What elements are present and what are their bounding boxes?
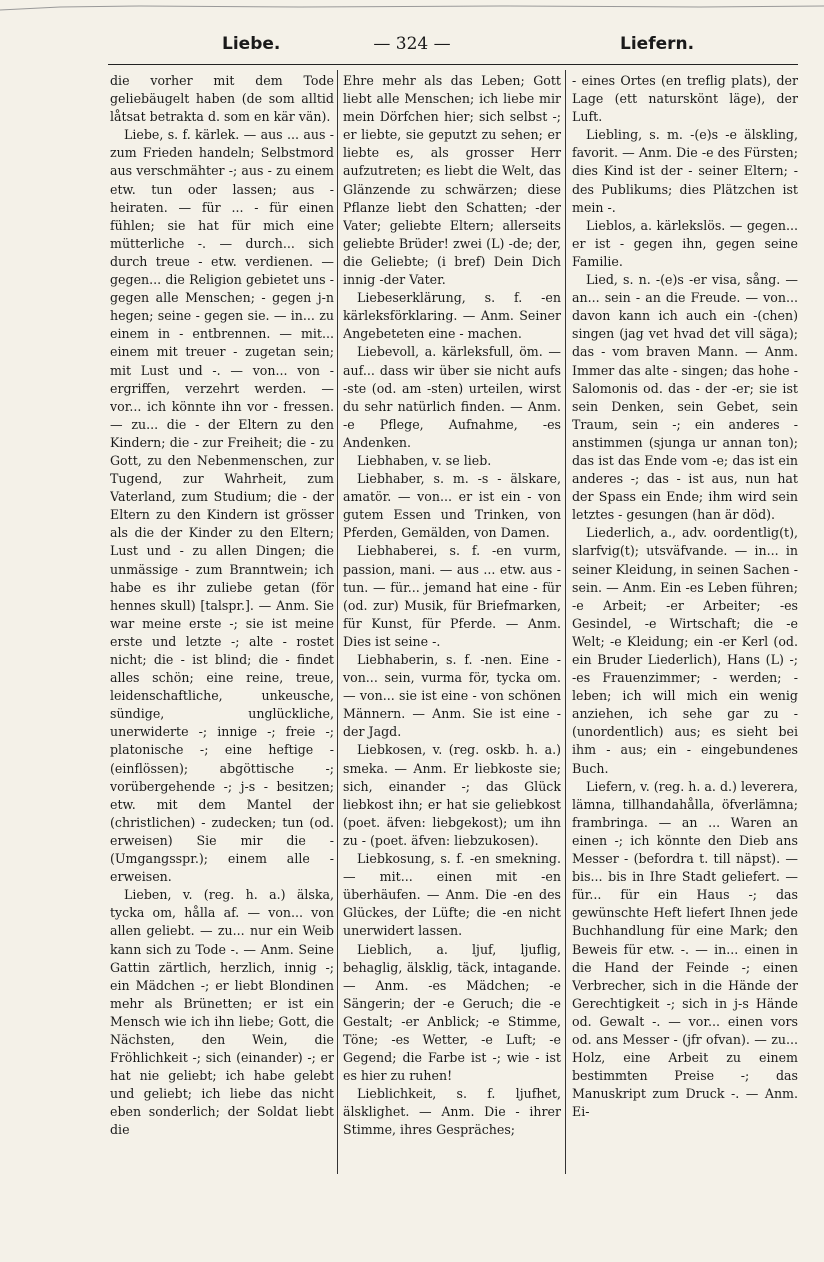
entry-liebhaben: Liebhaben, v. se lieb. bbox=[357, 452, 492, 468]
entry-liefern: Liefern, v. (reg. h. a. d.) leverera, lämna, tillhandahålla, öfverlämna; frambringa. — an ... Waren an einen -; ich könnte den Dieb ans Messer - (befordra t. till näpst). — bis... bis in Ihre Stadt geliefert. — für... für ein Haus -; das gewünschte Heft liefert Ihnen jede Buchhandlung für eine Mark; den Beweis für etw. -. — in... einen in die Hand der Feinde -; einen Verbrecher, sich in die Hände der Gerechtigkeit -; sich in j-s Hände od. Gewalt -. — vor... einen vors od. ans Messer - (jfr ofvan). — zu... Holz, eine Arbeit zu einem bestimmten Preise -; das Manuskript zum Druck -. — Anm. Ei- bbox=[572, 778, 798, 1120]
scan-edge-line bbox=[0, 2, 824, 12]
entry-liebe: Liebe, s. f. kärlek. — aus ... aus - zum Frieden handeln; Selbstmord aus verschmähter -; aus - zu einem etw. tun oder lassen; aus - heiraten. — für ... - für einen fühlen; sie hat für mich eine mütterliche -. — durch... sich durch treue - etw. verdienen. — gegen... die Religion gebietet uns - gegen alle Menschen; - gegen j-n hegen; seine - gegen sie. — in... zu einem in - entbrennen. — mit... einem mit treuer - zugetan sein; mit Lust und -. — von... von - ergriffen, verzehrt werden. — vor... ich könnte ihn vor - fressen. — zu... die - der Eltern zu den Kindern; die - zur Freiheit; die - zu Gott, zu den Nebenmenschen, zur Tugend, zur Wahrheit, zum Vaterland, zum Studium; die - der Eltern zu den Kindern ist grösser als die der Kinder zu den Eltern; Lust und - zu allen Dingen; die unmässige - zum Branntwein; ich habe es ihr zuliebe getan (för hennes skull) [talspr.]. — Anm. Sie war meine erste -; sie ist meine erste und letzte -; alte - rostet nicht; die - ist blind; die - findet alles schön; eine reine, treue, leidenschaftliche, unkeusche, sündige, unglückliche, unerwiderte -; innige -; freie -; platonische -; eine heftige - (einflössen); abgöttische -; vorübergehende -; j-s - besitzen; etw. mit dem Mantel der (christlichen) - zudecken; tun (od. erweisen) Sie mir die - (Umgangsspr.); einem alle - erweisen. bbox=[110, 127, 334, 885]
entry-liebkosen: Liebkosen, v. (reg. oskb. h. a.) smeka. — Anm. Er liebkoste sie; sich, einander -; das Glück liebkost ihn; er hat sie geliebkost (poet. äfven: liebgekost); um ihn zu - (poet. äfven: liebzukosen). bbox=[343, 742, 561, 848]
entry-lieblich: Lieblich, a. ljuf, ljuflig, behaglig, älsklig, täck, intagande. — Anm. -es Mädchen; -e Sängerin; der -e Geruch; die -e Gestalt; -er Anblick; -e Stimme, Töne; -es Wetter, -e Luft; -e Gegend; die Farbe ist -; wie - ist es hier zu ruhen! bbox=[343, 941, 561, 1084]
entry-continuation: - eines Ortes (en treflig plats), der Lage (ett naturskönt läge), der Luft. bbox=[572, 73, 798, 125]
entry-liebeserklaerung: Liebeserklärung, s. f. -en kärleksförklaring. — Anm. Seiner Angebeteten eine - machen. bbox=[343, 290, 561, 342]
entry-liebhaberei: Liebhaberei, s. f. -en vurm, passion, mani. — aus ... etw. aus - tun. — für... jemand hat eine - für (od. zur) Musik, für Briefmarken, für Kunst, für Pferde. — Anm. Dies ist seine -. bbox=[343, 543, 561, 649]
running-head-right: Liefern. bbox=[620, 34, 695, 54]
header-rule bbox=[108, 64, 798, 65]
entry-continuation: die vorher mit dem Tode geliebäugelt haben (de som alltid låtsat betrakta d. som en kär vän). bbox=[110, 73, 334, 125]
text-column-2 bbox=[343, 72, 561, 1174]
entry-lieblichkeit: Lieblichkeit, s. f. ljufhet, älsklighet. — Anm. Die - ihrer Stimme, ihres Gespräches; bbox=[343, 1086, 561, 1138]
entry-lieblos: Lieblos, a. kärlekslös. — gegen... er ist - gegen ihn, gegen seine Familie. bbox=[572, 217, 798, 269]
entry-liederlich: Liederlich, a., adv. oordentlig(t), slarfvig(t); utsväfvande. — in... in seiner Kleidung, in seinen Sachen - sein. — Anm. Ein -es Leben führen; -e Arbeit; -er Arbeiter; -es Gesindel, -e Wirtschaft; die -e Welt; -e Kleidung; ein -er Kerl (od. ein Bruder Liederlich), Hans (L) -; -es Frauenzimmer; - werden; - leben; ich will mich ein wenig anziehen, ich sehe gar zu - (unordentlich) aus; es sieht bei ihm - aus; ein - eingebundenes Buch. bbox=[572, 525, 798, 776]
text-column-1 bbox=[110, 72, 334, 1174]
entry-continuation: Ehre mehr als das Leben; Gott liebt alle Menschen; ich liebe mir mein Dörfchen hier; sich selbst -; er liebte, sie geputzt zu sehen; er liebte es, als grosser Herr aufzutreten; es liebt die Welt, das Glänzende zu schwärzen; diese Pflanze liebt den Schatten; -der Vater; geliebte Eltern; allerseits geliebte Brüder! zwei (L) -de; der, die Geliebte; (i bref) Dein Dich innig -der Vater. bbox=[343, 73, 561, 288]
entry-liebevoll: Liebevoll, a. kärleksfull, öm. — auf... dass wir über sie nicht aufs -ste (od. am -sten) urteilen, wirst du sehr natürlich finden. — Anm. -e Pflege, Aufnahme, -es Andenken. bbox=[343, 344, 561, 450]
text-column-3 bbox=[572, 72, 798, 1174]
entry-liebhaber: Liebhaber, s. m. -s - älskare, amatör. — von... er ist ein - von gutem Essen und Trinken, von Pferden, Gemälden, von Damen. bbox=[343, 471, 561, 541]
entry-lied: Lied, s. n. -(e)s -er visa, sång. — an... sein - an die Freude. — von... davon kann ich auch ein -(chen) singen (jag vet hvad det vill säga); das - vom braven Mann. — Anm. Immer das alte - singen; das hohe - Salomonis od. das - der -er; sie ist sein Denken, sein Gebet, sein Traum, sein -; ein anderes -anstimmen (sjunga ur annan ton); das ist das Ende vom -e; das ist ein anderes -; das - ist aus, nun hat der Spass ein Ende; ihm wird sein letztes - gesungen (han är död). bbox=[572, 272, 798, 523]
column-separator bbox=[565, 70, 566, 1174]
entry-liebkosung: Liebkosung, s. f. -en smekning. — mit... einen mit -en überhäufen. — Anm. Die -en des Glückes, der Lüfte; die -en nicht unerwidert lassen. bbox=[343, 851, 561, 939]
column-separator bbox=[337, 70, 338, 1174]
entry-lieben: Lieben, v. (reg. h. a.) älska, tycka om, hålla af. — von... von allen geliebt. — zu... nur ein Weib kann sich zu Tode -. — Anm. Seine Gattin zärtlich, herzlich, innig -; ein Mädchen -; er liebt Blondinen mehr als Brünetten; er ist ein Mensch wie ich ihn liebe; Gott, die Nächsten, den Wein, die Fröhlichkeit -; sich (einander) -; er hat nie geliebt; ich habe gelebt und geliebt; ich liebe das nicht eben sonderlich; der Soldat liebt die bbox=[110, 887, 334, 1138]
page-number: — 324 — bbox=[373, 34, 451, 54]
entry-liebling: Liebling, s. m. -(e)s -e älskling, favorit. — Anm. Die -e des Fürsten; dies Kind ist der - seiner Eltern; - des Publikums; dies Plätzchen ist mein -. bbox=[572, 127, 798, 215]
running-head-left: Liebe. bbox=[222, 34, 281, 54]
entry-liebhaberin: Liebhaberin, s. f. -nen. Eine - von... sein, vurma för, tycka om. — von... sie ist eine - von schönen Männern. — Anm. Sie ist eine - der Jagd. bbox=[343, 652, 561, 740]
